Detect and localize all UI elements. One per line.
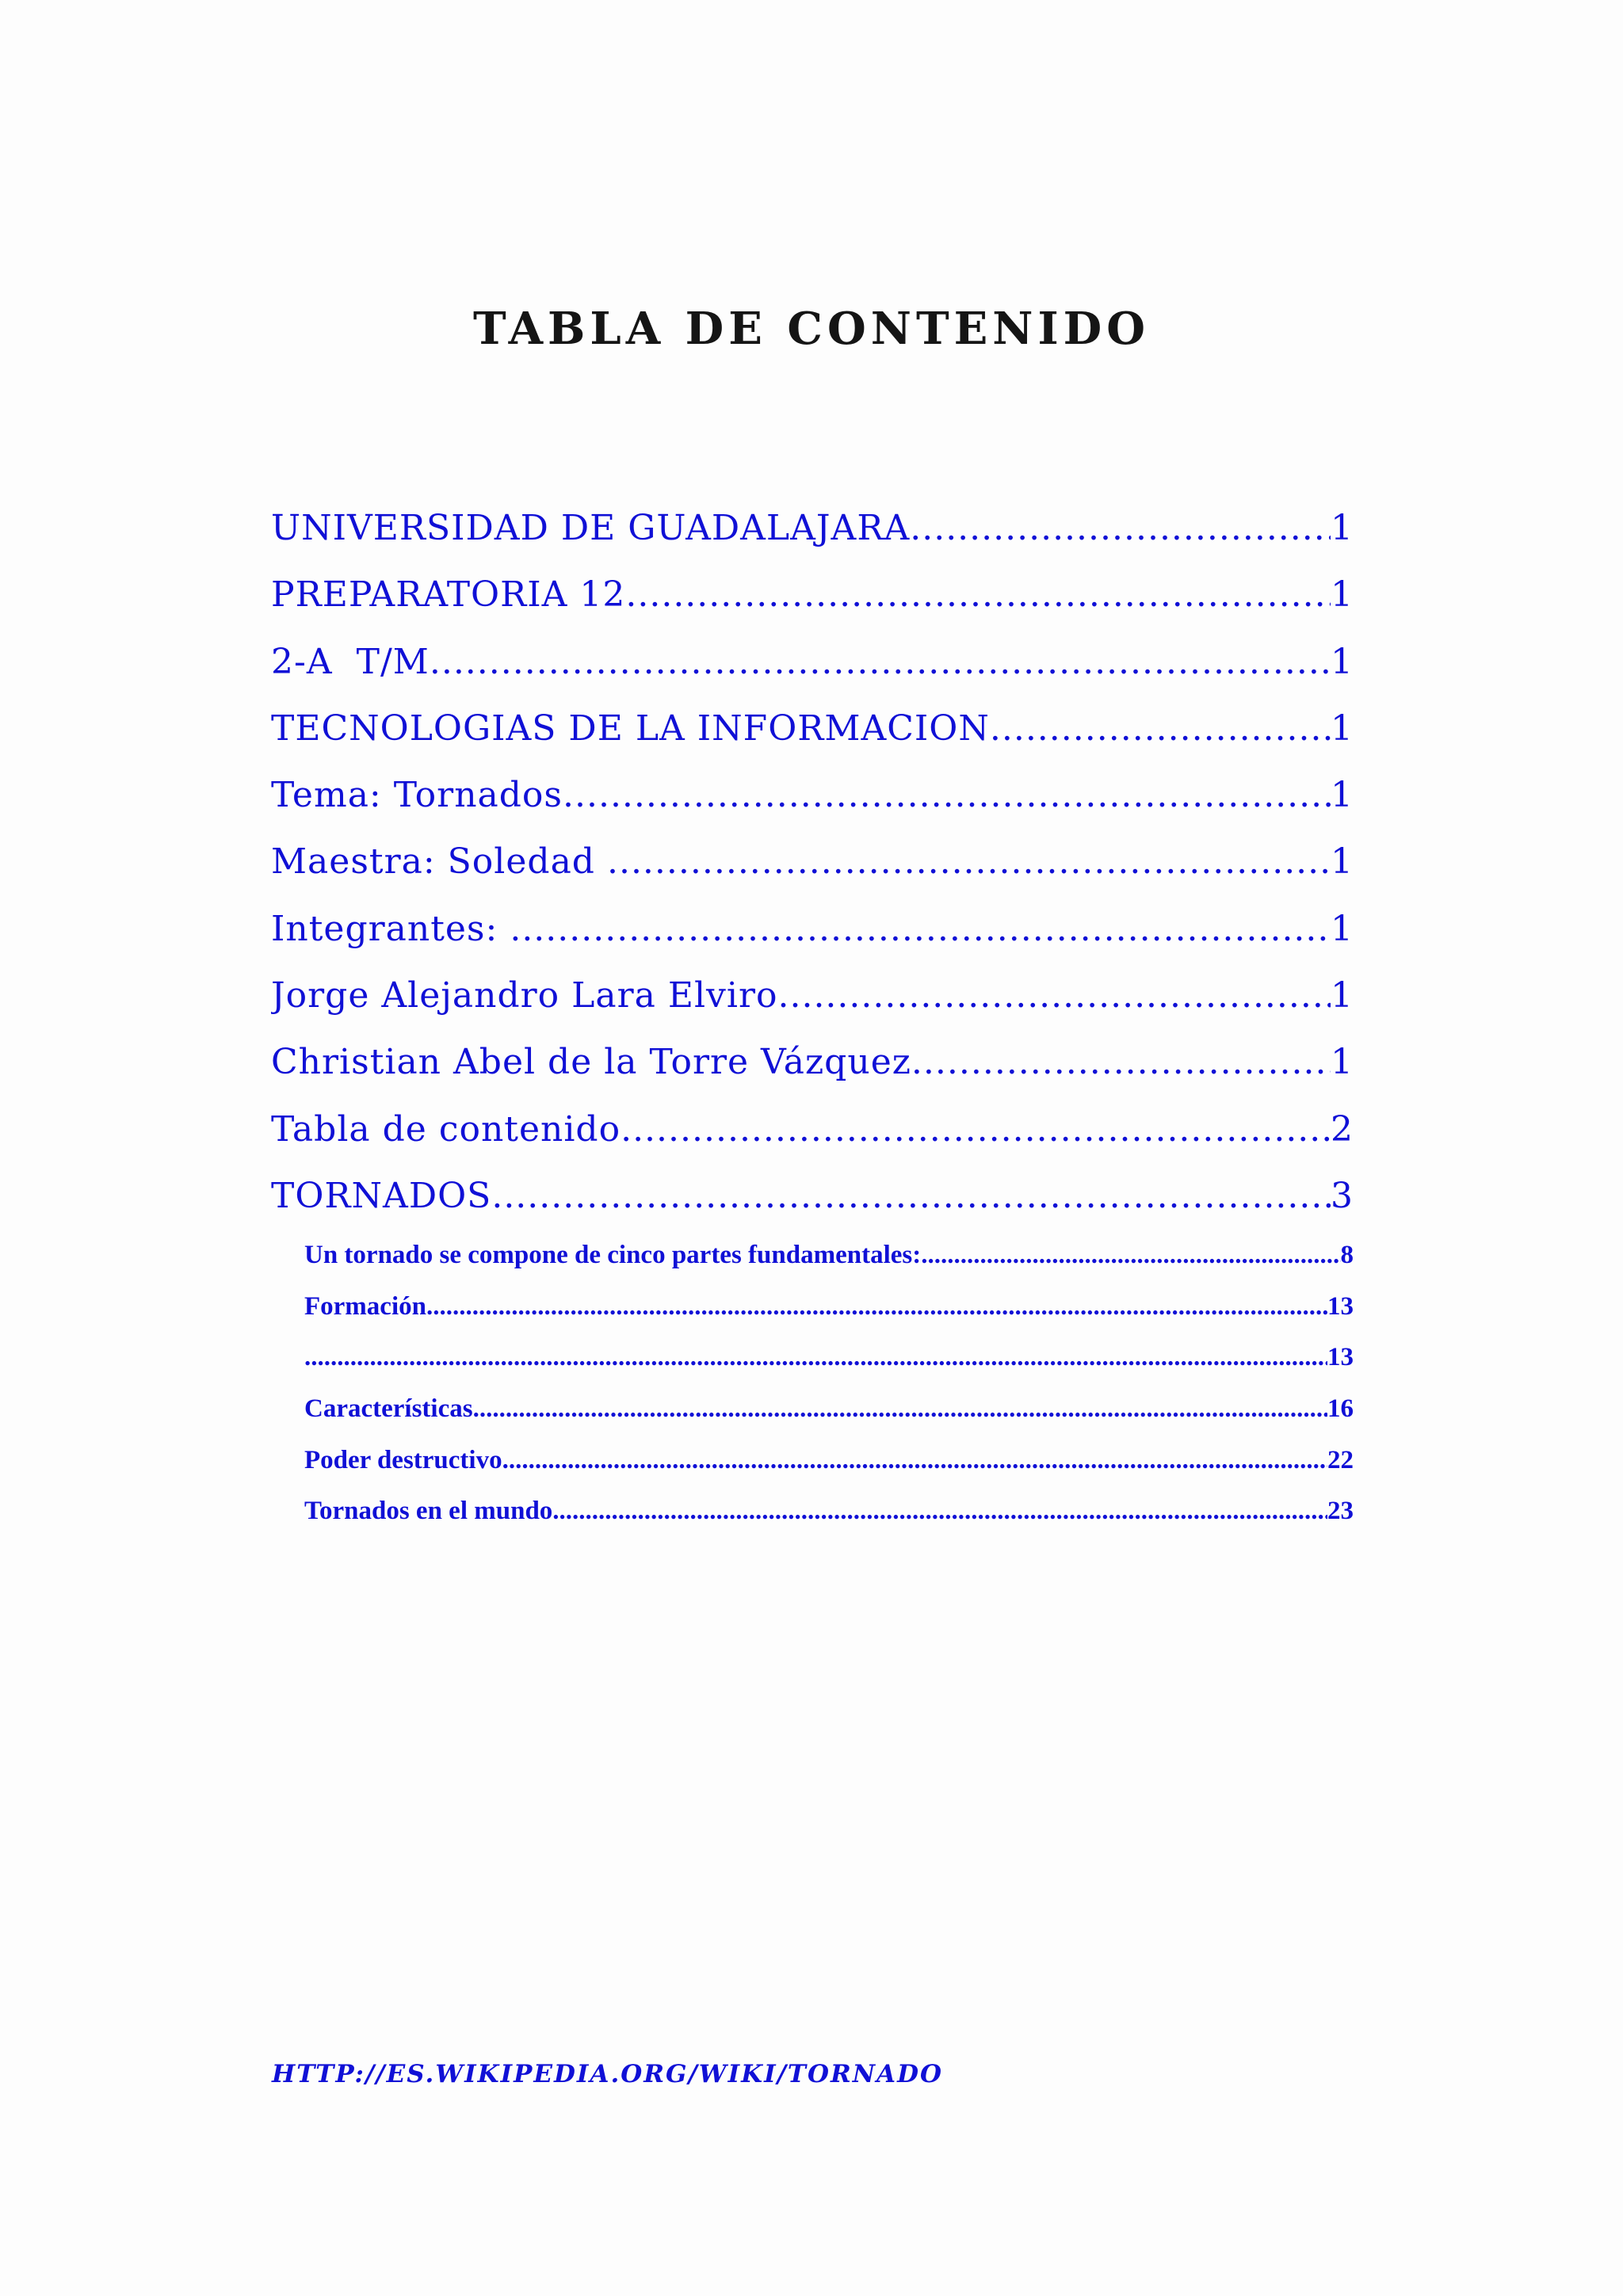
toc-subentry[interactable]	[304, 1332, 1354, 1383]
toc-entry-page: 1	[1331, 508, 1354, 548]
toc-entry[interactable]	[271, 762, 1354, 829]
toc-entry-label: Integrantes:	[271, 908, 510, 949]
toc-entry[interactable]	[271, 629, 1354, 696]
toc-dot-leader	[552, 1486, 1327, 1536]
toc-dot-leader	[491, 1163, 1331, 1230]
toc-entry-page: 1	[1331, 975, 1354, 1016]
toc-subentry-page: 22	[1327, 1445, 1354, 1474]
toc-subentry-page: 13	[1327, 1343, 1354, 1372]
toc-subentry-label: Un tornado se compone de cinco partes fundamentales:	[304, 1241, 922, 1270]
toc-entry[interactable]	[271, 562, 1354, 628]
toc-subentry[interactable]	[304, 1230, 1354, 1281]
toc-dot-leader	[502, 1435, 1327, 1486]
toc-subentry-page: 16	[1327, 1394, 1354, 1424]
toc-entry[interactable]	[271, 1163, 1354, 1230]
toc-entry[interactable]	[271, 896, 1354, 963]
toc-subentry-page: 23	[1327, 1497, 1354, 1526]
toc-entry-label: TORNADOS	[271, 1175, 492, 1216]
toc-dot-leader	[563, 762, 1331, 829]
toc-dot-leader	[473, 1383, 1327, 1434]
toc-dot-leader	[910, 495, 1331, 562]
toc-subentry-page: 13	[1327, 1291, 1354, 1321]
toc-dot-leader	[510, 896, 1331, 963]
toc-entry-label: UNIVERSIDAD DE GUADALAJARA	[271, 508, 911, 548]
toc-entry-label: Tabla de contenido	[271, 1108, 621, 1150]
toc-subentry-label: Tornados en el mundo	[304, 1497, 553, 1526]
toc-entry-page: 3	[1331, 1175, 1354, 1216]
toc-subentry[interactable]	[304, 1383, 1354, 1435]
toc-entry-page: 1	[1331, 641, 1354, 682]
toc-dot-leader	[304, 1332, 1327, 1383]
table-of-contents	[271, 495, 1354, 1537]
toc-subentry-label: Formación	[304, 1291, 426, 1321]
toc-dot-leader	[621, 1097, 1331, 1163]
toc-entry[interactable]	[271, 495, 1354, 562]
page-title: TABLA DE CONTENIDO	[472, 303, 1151, 355]
toc-subentry[interactable]	[304, 1486, 1354, 1537]
toc-entry-page: 1	[1331, 1042, 1354, 1083]
toc-subentry-label: Características	[304, 1394, 473, 1424]
toc-dot-leader	[911, 1029, 1331, 1096]
toc-entry-page: 1	[1331, 908, 1354, 949]
toc-dot-leader	[426, 1281, 1327, 1332]
toc-dot-leader	[625, 562, 1331, 628]
toc-entry[interactable]	[271, 963, 1354, 1029]
toc-dot-leader	[921, 1230, 1340, 1280]
toc-entry-page: 1	[1331, 707, 1354, 749]
toc-entry[interactable]	[271, 1029, 1354, 1096]
toc-entry[interactable]	[271, 1097, 1354, 1163]
toc-subentry[interactable]	[304, 1435, 1354, 1486]
toc-entry-label: Maestra: Soledad	[271, 841, 607, 883]
toc-entry-label: 2-A T/M	[271, 641, 430, 682]
toc-subentry[interactable]	[304, 1281, 1354, 1333]
toc-dot-leader	[777, 963, 1331, 1029]
toc-subentry-page: 8	[1340, 1241, 1354, 1270]
toc-entry-label: PREPARATORIA 12	[271, 574, 626, 616]
toc-dot-leader	[990, 696, 1331, 762]
toc-entry-label: Jorge Alejandro Lara Elviro	[271, 975, 778, 1016]
toc-entry[interactable]	[271, 696, 1354, 762]
toc-entry-page: 2	[1331, 1108, 1354, 1150]
toc-dot-leader	[430, 629, 1331, 696]
toc-entry[interactable]	[271, 829, 1354, 895]
toc-entry-page: 1	[1331, 574, 1354, 616]
source-link[interactable]: HTTP://ES.WIKIPEDIA.ORG/WIKI/TORNADO	[272, 2060, 943, 2088]
toc-entry-label: Christian Abel de la Torre Vázquez	[271, 1042, 911, 1083]
toc-entry-page: 1	[1331, 775, 1354, 816]
toc-entry-label: Tema: Tornados	[271, 775, 563, 816]
toc-entry-label: TECNOLOGIAS DE LA INFORMACION	[271, 707, 990, 749]
toc-entry-page: 1	[1331, 841, 1354, 883]
toc-subentry-label: Poder destructivo	[304, 1445, 502, 1474]
toc-dot-leader	[607, 829, 1331, 895]
